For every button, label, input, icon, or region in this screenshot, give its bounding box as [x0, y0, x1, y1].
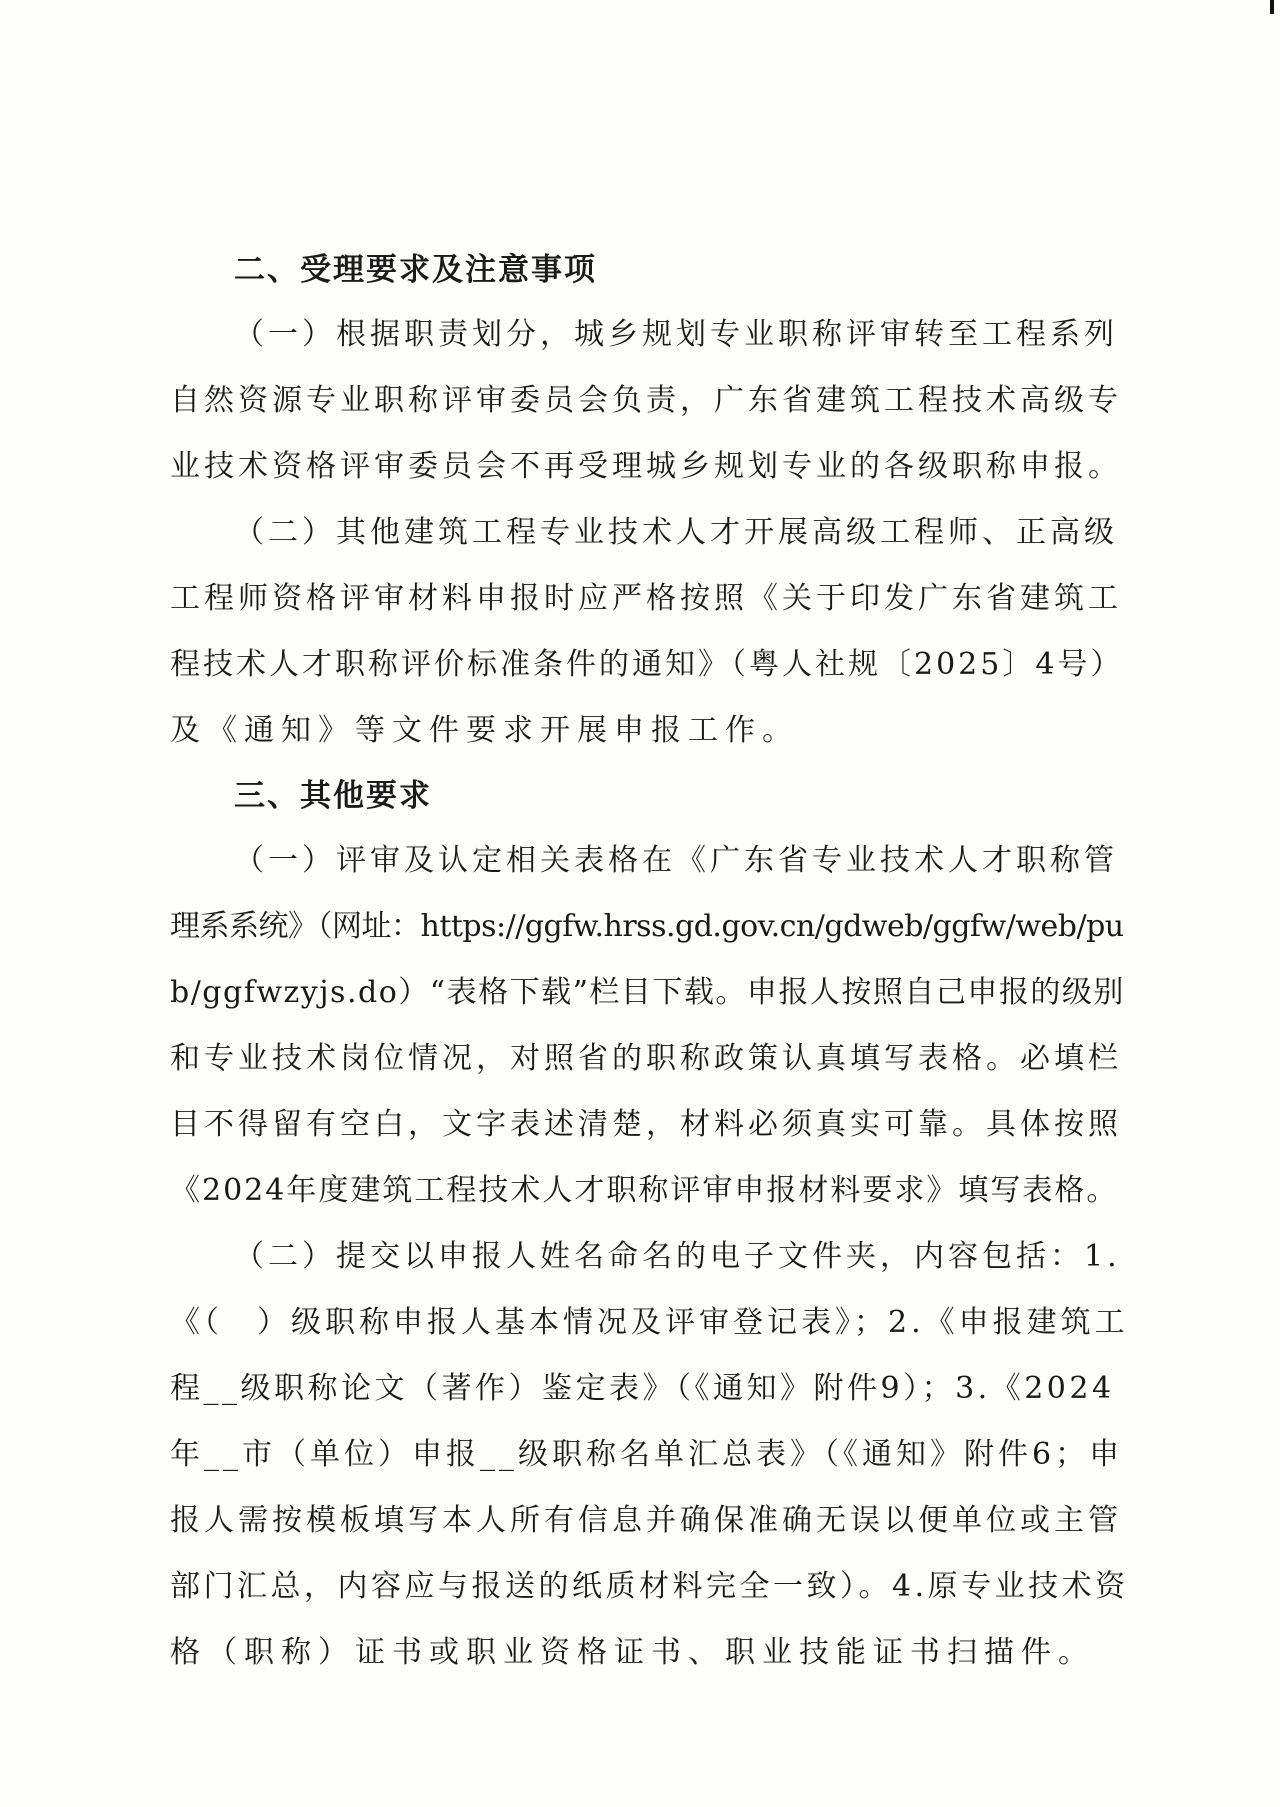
section-heading: 二、受理要求及注意事项	[234, 252, 597, 288]
text-line: 部门汇总，内容应与报送的纸质材料完全一致）。4.原专业技术资	[170, 1569, 1129, 1604]
text-line: 《（ ）级职称申报人基本情况及评审登记表》；2.《申报建筑工	[170, 1305, 1129, 1340]
text-line: 格（职称）证书或职业资格证书、职业技能证书扫描件。	[170, 1635, 1095, 1670]
text-line: 年__市（单位）申报__级职称名单汇总表》（《通知》附件6；申	[170, 1437, 1124, 1472]
scan-corner-mark	[1270, 0, 1274, 14]
text-line: 程技术人才职称评价标准条件的通知》（粤人社规〔2025〕4号）	[170, 647, 1124, 682]
document-body	[170, 238, 1130, 1686]
text-line: 目不得留有空白，文字表述清楚，材料必须真实可靠。具体按照	[170, 1107, 1122, 1142]
section-heading: 三、其他要求	[234, 778, 432, 814]
text-line: 和专业技术岗位情况，对照省的职称政策认真填写表格。必填栏	[170, 1041, 1122, 1076]
text-line: 业技术资格评审委员会不再受理城乡规划专业的各级职称申报。	[170, 449, 1122, 484]
text-line: （一）评审及认定相关表格在《广东省专业技术人才职称管	[234, 843, 1118, 878]
text-line: 自然资源专业职称评审委员会负责，广东省建筑工程技术高级专	[170, 383, 1122, 418]
text-line: 及《通知》等文件要求开展申报工作。	[170, 713, 799, 748]
text-line: （一）根据职责划分，城乡规划专业职称评审转至工程系列	[234, 317, 1118, 352]
text-line-url: 理系系统》（网址：https://ggfw.hrss.gd.gov.cn/gdweb/ggfw/web/pu	[170, 909, 1124, 944]
text-line: b/ggfwzyjs.do）“表格下载”栏目下载。申报人按照自己申报的级别	[170, 975, 1125, 1010]
text-line: 《2024年度建筑工程技术人才职称评审申报材料要求》填写表格。	[170, 1173, 1119, 1208]
text-line: （二）提交以申报人姓名命名的电子文件夹，内容包括：1.	[234, 1239, 1121, 1274]
section-acceptance-requirements	[170, 238, 1130, 764]
text-line: 工程师资格评审材料申报时应严格按照《关于印发广东省建筑工	[170, 581, 1122, 616]
text-line: （二）其他建筑工程专业技术人才开展高级工程师、正高级	[234, 515, 1118, 550]
text-line: 程__级职称论文（著作）鉴定表》（《通知》附件9）；3.《2024	[170, 1371, 1115, 1406]
section-other-requirements	[170, 764, 1130, 1686]
text-line: 报人需按模板填写本人所有信息并确保准确无误以便单位或主管	[170, 1503, 1122, 1538]
